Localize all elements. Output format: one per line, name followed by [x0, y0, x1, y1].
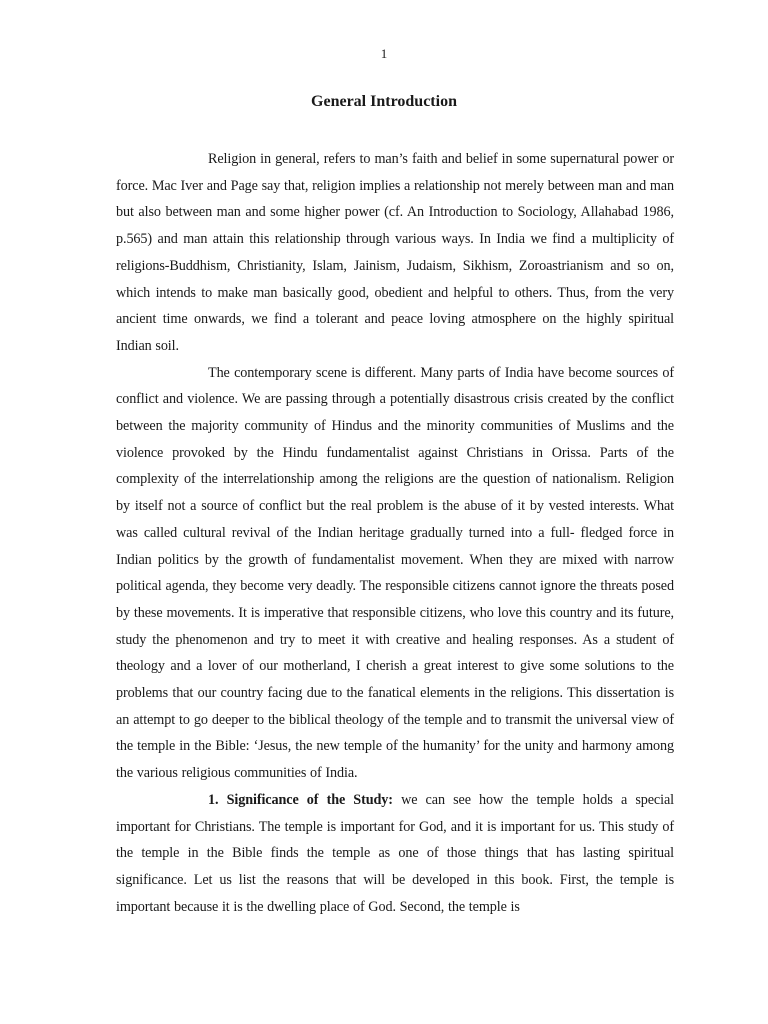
paragraph-significance — [116, 787, 674, 921]
paragraph-contemporary-scene: The contemporary scene is different. Many parts of India have become sources of conflict and violence. We are passing through a potentially disastrous crisis created by the conflict between the majority community of Hindus and the minority communities of Muslims and the violence provoked by the Hindu fundamentalist against Christians in Orissa. Parts of the complexity of the interrelationship among the religions are the question of nationalism. Religion by itself not a source of conflict but the real problem is the abuse of it by vested interests. What was called cultural revival of the Indian heritage gradually turned into a full- fledged force in Indian politics by the growth of fundamentalist movement. When they are mixed with narrow political agenda, they become very deadly. The responsible citizens cannot ignore the threats posed by these movements. It is imperative that responsible citizens, who love this country and its future, study the phenomenon and try to meet it with creative and healing responses. As a student of theology and a lover of our motherland, I cherish a great interest to give some solutions to the problems that our country facing due to the fanatical elements in the religions. This dissertation is an attempt to go deeper to the biblical theology of the temple and to transmit the universal view of the temple in the Bible: ‘Jesus, the new temple of the humanity’ for the unity and harmony among the various religious communities of India. — [116, 364, 674, 782]
document-body — [116, 146, 674, 920]
page-number: 1 — [380, 46, 388, 61]
section-text-significance: we can see how the temple holds a special important for Christians. The temple is important for God, and it is important for us. This study of the temple in the Bible finds the temple as one of those things that has lasting spiritual significance. Let us list the reasons that will be developed in this book. First, the temple is important because it is the dwelling place of God. Second, the temple is — [116, 791, 675, 915]
section-heading-significance: 1. Significance of the Study: — [208, 791, 393, 808]
document-title: General Introduction — [311, 93, 457, 110]
paragraph-introduction: Religion in general, refers to man’s faith and belief in some supernatural power or force. Mac Iver and Page say that, religion implies a relationship not merely between man and man but also between man and some higher power (cf. An Introduction to Sociology, Allahabad 1986, p.565) and man attain this relationship through various ways. In India we find a multiplicity of religions-Buddhism, Christianity, Islam, Jainism, Judaism, Sikhism, Zoroastrianism and so on, which intends to make man basically good, obedient and helpful to others. Thus, from the very ancient time onwards, we find a tolerant and peace loving atmosphere on the highly spiritual Indian soil. — [116, 151, 674, 354]
